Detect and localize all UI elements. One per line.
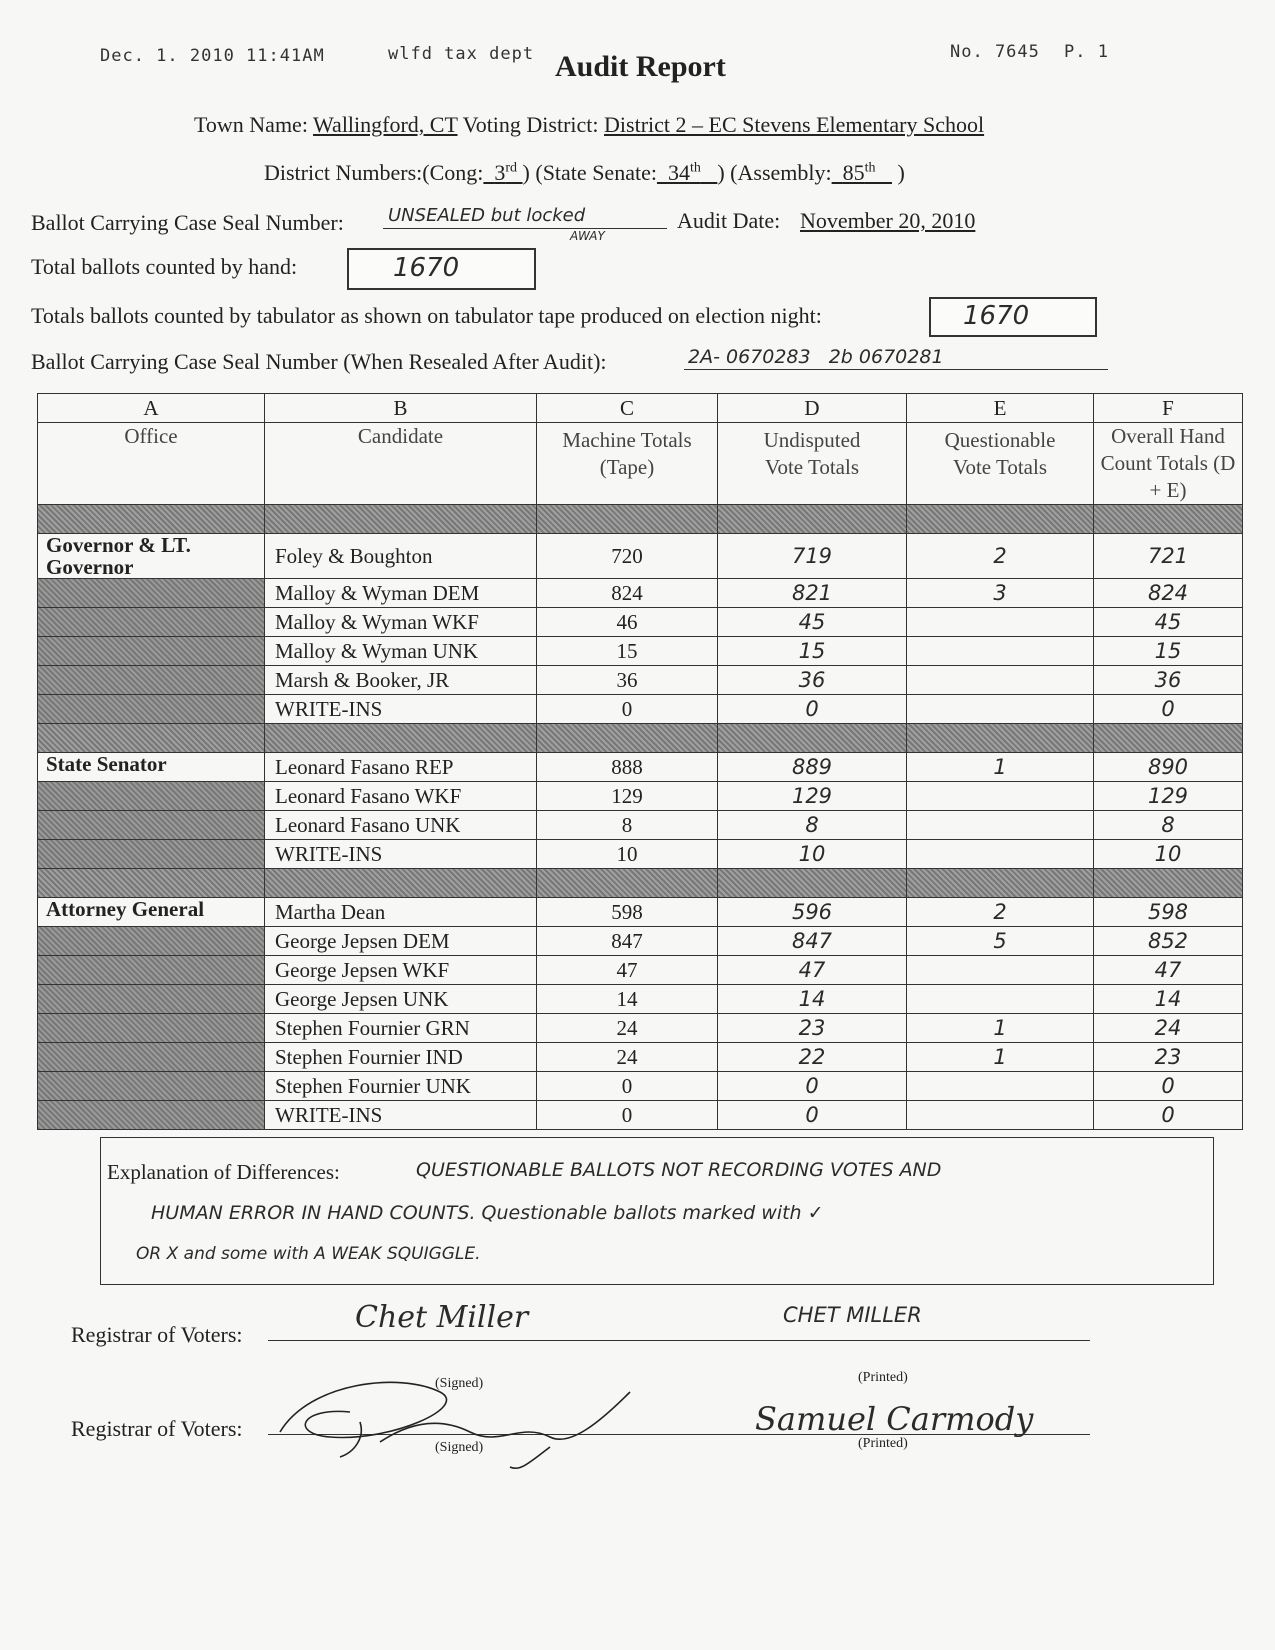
separator-cell xyxy=(718,724,907,753)
candidate-cell: Malloy & Wyman UNK xyxy=(265,637,537,666)
hand-count-box xyxy=(347,248,536,290)
machine-total-cell: 10 xyxy=(537,840,718,869)
office-cell-shaded xyxy=(38,579,265,608)
undisputed-total-cell: 47 xyxy=(718,956,907,985)
undisputed-total-cell: 847 xyxy=(718,927,907,956)
column-header: Questionable Vote Totals xyxy=(907,423,1094,505)
questionable-total-cell xyxy=(907,782,1094,811)
separator-cell xyxy=(38,869,265,898)
separator-cell xyxy=(265,724,537,753)
office-cell-shaded xyxy=(38,608,265,637)
questionable-total-cell: 1 xyxy=(907,753,1094,782)
overall-total-cell: 14 xyxy=(1094,985,1243,1014)
candidate-cell: George Jepsen UNK xyxy=(265,985,537,1014)
table-row xyxy=(38,1072,1243,1101)
table-row xyxy=(38,695,1243,724)
seal-value: UNSEALED but locked xyxy=(388,205,586,226)
senate-value: 34th xyxy=(667,160,701,185)
table-row xyxy=(38,898,1243,927)
page-title: Audit Report xyxy=(555,50,726,83)
machine-total-cell: 0 xyxy=(537,695,718,724)
separator-cell xyxy=(907,724,1094,753)
questionable-total-cell: 5 xyxy=(907,927,1094,956)
questionable-total-cell: 1 xyxy=(907,1043,1094,1072)
assembly-value: 85th xyxy=(842,160,876,185)
overall-total-cell: 8 xyxy=(1094,811,1243,840)
fax-page: P. 1 xyxy=(1064,42,1109,62)
candidate-cell: WRITE-INS xyxy=(265,840,537,869)
column-letter: C xyxy=(537,394,718,423)
table-row xyxy=(38,985,1243,1014)
machine-total-cell: 24 xyxy=(537,1043,718,1072)
office-cell: State Senator xyxy=(38,753,265,782)
separator-cell xyxy=(537,724,718,753)
office-cell-shaded xyxy=(38,840,265,869)
column-letter: E xyxy=(907,394,1094,423)
separator-cell xyxy=(265,505,537,534)
assembly-label: ) (Assembly: xyxy=(717,160,832,185)
district-numbers-line xyxy=(264,160,905,186)
machine-total-cell: 598 xyxy=(537,898,718,927)
undisputed-total-cell: 719 xyxy=(718,534,907,579)
candidate-cell: Stephen Fournier GRN xyxy=(265,1014,537,1043)
separator-cell xyxy=(718,869,907,898)
undisputed-total-cell: 821 xyxy=(718,579,907,608)
office-cell-shaded xyxy=(38,811,265,840)
overall-total-cell: 45 xyxy=(1094,608,1243,637)
explanation-label: Explanation of Differences: xyxy=(107,1160,340,1184)
questionable-total-cell: 2 xyxy=(907,534,1094,579)
section-separator-row xyxy=(38,505,1243,534)
overall-total-cell: 15 xyxy=(1094,637,1243,666)
questionable-total-cell xyxy=(907,695,1094,724)
fax-sender: wlfd tax dept xyxy=(388,44,535,64)
machine-total-cell: 14 xyxy=(537,985,718,1014)
district-numbers-label: District Numbers:(Cong: xyxy=(264,160,484,185)
separator-cell xyxy=(1094,869,1243,898)
column-letters-row xyxy=(38,394,1243,423)
column-letter: A xyxy=(38,394,265,423)
explanation-line-2: HUMAN ERROR IN HAND COUNTS. Questionable ballots marked with ✓ xyxy=(151,1202,824,1224)
overall-total-cell: 10 xyxy=(1094,840,1243,869)
questionable-total-cell: 2 xyxy=(907,898,1094,927)
office-cell: Attorney General xyxy=(38,898,265,927)
questionable-total-cell xyxy=(907,1101,1094,1130)
separator-cell xyxy=(907,505,1094,534)
cong-value: 3rd xyxy=(494,160,518,185)
town-value: Wallingford, CT xyxy=(313,112,458,137)
overall-total-cell: 721 xyxy=(1094,534,1243,579)
table-row xyxy=(38,1043,1243,1072)
undisputed-total-cell: 0 xyxy=(718,1072,907,1101)
office-cell-shaded xyxy=(38,985,265,1014)
explanation-line-3: OR X and some with A WEAK SQUIGGLE. xyxy=(136,1244,481,1264)
audit-table-body xyxy=(38,394,1243,1130)
office-cell: Governor & LT. Governor xyxy=(38,534,265,579)
candidate-cell: WRITE-INS xyxy=(265,1101,537,1130)
seal-label: Ballot Carrying Case Seal Number: xyxy=(31,210,344,235)
office-cell-shaded xyxy=(38,1072,265,1101)
machine-total-cell: 720 xyxy=(537,534,718,579)
explanation-box xyxy=(100,1137,1214,1285)
questionable-total-cell xyxy=(907,956,1094,985)
candidate-cell: Leonard Fasano UNK xyxy=(265,811,537,840)
registrar-1-label: Registrar of Voters: xyxy=(71,1322,243,1347)
machine-total-cell: 15 xyxy=(537,637,718,666)
table-row xyxy=(38,1014,1243,1043)
undisputed-total-cell: 0 xyxy=(718,695,907,724)
machine-total-cell: 24 xyxy=(537,1014,718,1043)
column-header: Machine Totals (Tape) xyxy=(537,423,718,505)
column-letter: F xyxy=(1094,394,1243,423)
undisputed-total-cell: 889 xyxy=(718,753,907,782)
candidate-cell: Malloy & Wyman DEM xyxy=(265,579,537,608)
column-header: Office xyxy=(38,423,265,505)
reseal-value: 2A- 0670283 2b 0670281 xyxy=(688,346,944,368)
registrar-1-line xyxy=(268,1340,1090,1341)
overall-total-cell: 890 xyxy=(1094,753,1243,782)
tabulator-box xyxy=(929,297,1097,337)
table-row xyxy=(38,637,1243,666)
candidate-cell: Leonard Fasano WKF xyxy=(265,782,537,811)
hand-count-label: Total ballots counted by hand: xyxy=(31,254,298,279)
table-row xyxy=(38,840,1243,869)
candidate-cell: Marsh & Booker, JR xyxy=(265,666,537,695)
candidate-cell: Stephen Fournier UNK xyxy=(265,1072,537,1101)
tabulator-value: 1670 xyxy=(963,301,1030,331)
column-headers-row xyxy=(38,423,1243,505)
table-row xyxy=(38,608,1243,637)
senate-label: ) (State Senate: xyxy=(522,160,657,185)
undisputed-total-cell: 14 xyxy=(718,985,907,1014)
tabulator-label: Totals ballots counted by tabulator as shown on tabulator tape produced on election night: xyxy=(31,303,822,328)
undisputed-total-cell: 22 xyxy=(718,1043,907,1072)
table-row xyxy=(38,666,1243,695)
registrar-2-signed-caption: (Signed) xyxy=(435,1440,484,1455)
undisputed-total-cell: 0 xyxy=(718,1101,907,1130)
voting-district-label: Voting District: xyxy=(462,112,599,137)
separator-cell xyxy=(907,869,1094,898)
town-label: Town Name: xyxy=(194,112,308,137)
office-cell-shaded xyxy=(38,1043,265,1072)
explanation-line-1: QUESTIONABLE BALLOTS NOT RECORDING VOTES AND xyxy=(416,1159,942,1181)
registrar-2-label: Registrar of Voters: xyxy=(71,1416,243,1441)
table-row xyxy=(38,579,1243,608)
column-header: Candidate xyxy=(265,423,537,505)
seal-value-2: AWAY xyxy=(570,229,605,243)
machine-total-cell: 47 xyxy=(537,956,718,985)
candidate-cell: Leonard Fasano REP xyxy=(265,753,537,782)
table-row xyxy=(38,753,1243,782)
candidate-cell: Foley & Boughton xyxy=(265,534,537,579)
registrar-2-printed-name: Samuel Carmody xyxy=(755,1400,1034,1438)
candidate-cell: George Jepsen WKF xyxy=(265,956,537,985)
office-cell-shaded xyxy=(38,956,265,985)
audit-date-label: Audit Date: xyxy=(677,208,781,233)
overall-total-cell: 824 xyxy=(1094,579,1243,608)
overall-total-cell: 47 xyxy=(1094,956,1243,985)
separator-cell xyxy=(38,505,265,534)
overall-total-cell: 0 xyxy=(1094,695,1243,724)
table-row xyxy=(38,534,1243,579)
table-row xyxy=(38,782,1243,811)
candidate-cell: Martha Dean xyxy=(265,898,537,927)
questionable-total-cell xyxy=(907,1072,1094,1101)
separator-cell xyxy=(1094,724,1243,753)
voting-district-value: District 2 – EC Stevens Elementary School xyxy=(604,112,985,137)
office-cell-shaded xyxy=(38,695,265,724)
office-cell-shaded xyxy=(38,637,265,666)
undisputed-total-cell: 36 xyxy=(718,666,907,695)
separator-cell xyxy=(265,869,537,898)
overall-total-cell: 0 xyxy=(1094,1072,1243,1101)
questionable-total-cell xyxy=(907,637,1094,666)
machine-total-cell: 46 xyxy=(537,608,718,637)
seal-underline xyxy=(383,228,667,229)
machine-total-cell: 888 xyxy=(537,753,718,782)
column-letter: D xyxy=(718,394,907,423)
office-cell-shaded xyxy=(38,1101,265,1130)
audit-table xyxy=(37,393,1243,1130)
fax-datetime: Dec. 1. 2010 11:41AM xyxy=(100,46,325,66)
overall-total-cell: 0 xyxy=(1094,1101,1243,1130)
table-row xyxy=(38,811,1243,840)
undisputed-total-cell: 23 xyxy=(718,1014,907,1043)
questionable-total-cell xyxy=(907,608,1094,637)
column-letter: B xyxy=(265,394,537,423)
registrar-1-printed-name: CHET MILLER xyxy=(783,1303,922,1327)
column-header: Overall Hand Count Totals (D + E) xyxy=(1094,423,1243,505)
separator-cell xyxy=(537,505,718,534)
questionable-total-cell xyxy=(907,840,1094,869)
candidate-cell: Stephen Fournier IND xyxy=(265,1043,537,1072)
machine-total-cell: 824 xyxy=(537,579,718,608)
questionable-total-cell xyxy=(907,985,1094,1014)
machine-total-cell: 0 xyxy=(537,1072,718,1101)
overall-total-cell: 24 xyxy=(1094,1014,1243,1043)
undisputed-total-cell: 8 xyxy=(718,811,907,840)
machine-total-cell: 36 xyxy=(537,666,718,695)
overall-total-cell: 598 xyxy=(1094,898,1243,927)
separator-cell xyxy=(718,505,907,534)
questionable-total-cell: 3 xyxy=(907,579,1094,608)
undisputed-total-cell: 15 xyxy=(718,637,907,666)
overall-total-cell: 852 xyxy=(1094,927,1243,956)
candidate-cell: Malloy & Wyman WKF xyxy=(265,608,537,637)
audit-date-value: November 20, 2010 xyxy=(800,208,976,233)
machine-total-cell: 8 xyxy=(537,811,718,840)
separator-cell xyxy=(1094,505,1243,534)
table-row xyxy=(38,927,1243,956)
questionable-total-cell xyxy=(907,811,1094,840)
overall-total-cell: 36 xyxy=(1094,666,1243,695)
registrar-1-signature: Chet Miller xyxy=(355,1300,529,1335)
district-numbers-close: ) xyxy=(897,160,905,185)
office-cell-shaded xyxy=(38,782,265,811)
table-row xyxy=(38,956,1243,985)
town-line xyxy=(194,112,984,138)
fax-number: No. 7645 xyxy=(950,42,1040,62)
hand-count-value: 1670 xyxy=(393,253,460,283)
overall-total-cell: 129 xyxy=(1094,782,1243,811)
section-separator-row xyxy=(38,869,1243,898)
undisputed-total-cell: 129 xyxy=(718,782,907,811)
reseal-underline xyxy=(684,369,1108,370)
separator-cell xyxy=(38,724,265,753)
undisputed-total-cell: 45 xyxy=(718,608,907,637)
table-row xyxy=(38,1101,1243,1130)
office-cell-shaded xyxy=(38,1014,265,1043)
questionable-total-cell: 1 xyxy=(907,1014,1094,1043)
separator-cell xyxy=(537,869,718,898)
machine-total-cell: 0 xyxy=(537,1101,718,1130)
registrar-1-signed-caption: (Signed) xyxy=(435,1376,484,1391)
office-cell-shaded xyxy=(38,927,265,956)
registrar-1-printed-caption: (Printed) xyxy=(858,1370,908,1385)
registrar-2-printed-caption: (Printed) xyxy=(858,1436,908,1451)
candidate-cell: WRITE-INS xyxy=(265,695,537,724)
questionable-total-cell xyxy=(907,666,1094,695)
reseal-label: Ballot Carrying Case Seal Number (When Resealed After Audit): xyxy=(31,349,607,374)
overall-total-cell: 23 xyxy=(1094,1043,1243,1072)
column-header: Undisputed Vote Totals xyxy=(718,423,907,505)
candidate-cell: George Jepsen DEM xyxy=(265,927,537,956)
machine-total-cell: 129 xyxy=(537,782,718,811)
undisputed-total-cell: 596 xyxy=(718,898,907,927)
undisputed-total-cell: 10 xyxy=(718,840,907,869)
machine-total-cell: 847 xyxy=(537,927,718,956)
office-cell-shaded xyxy=(38,666,265,695)
section-separator-row xyxy=(38,724,1243,753)
